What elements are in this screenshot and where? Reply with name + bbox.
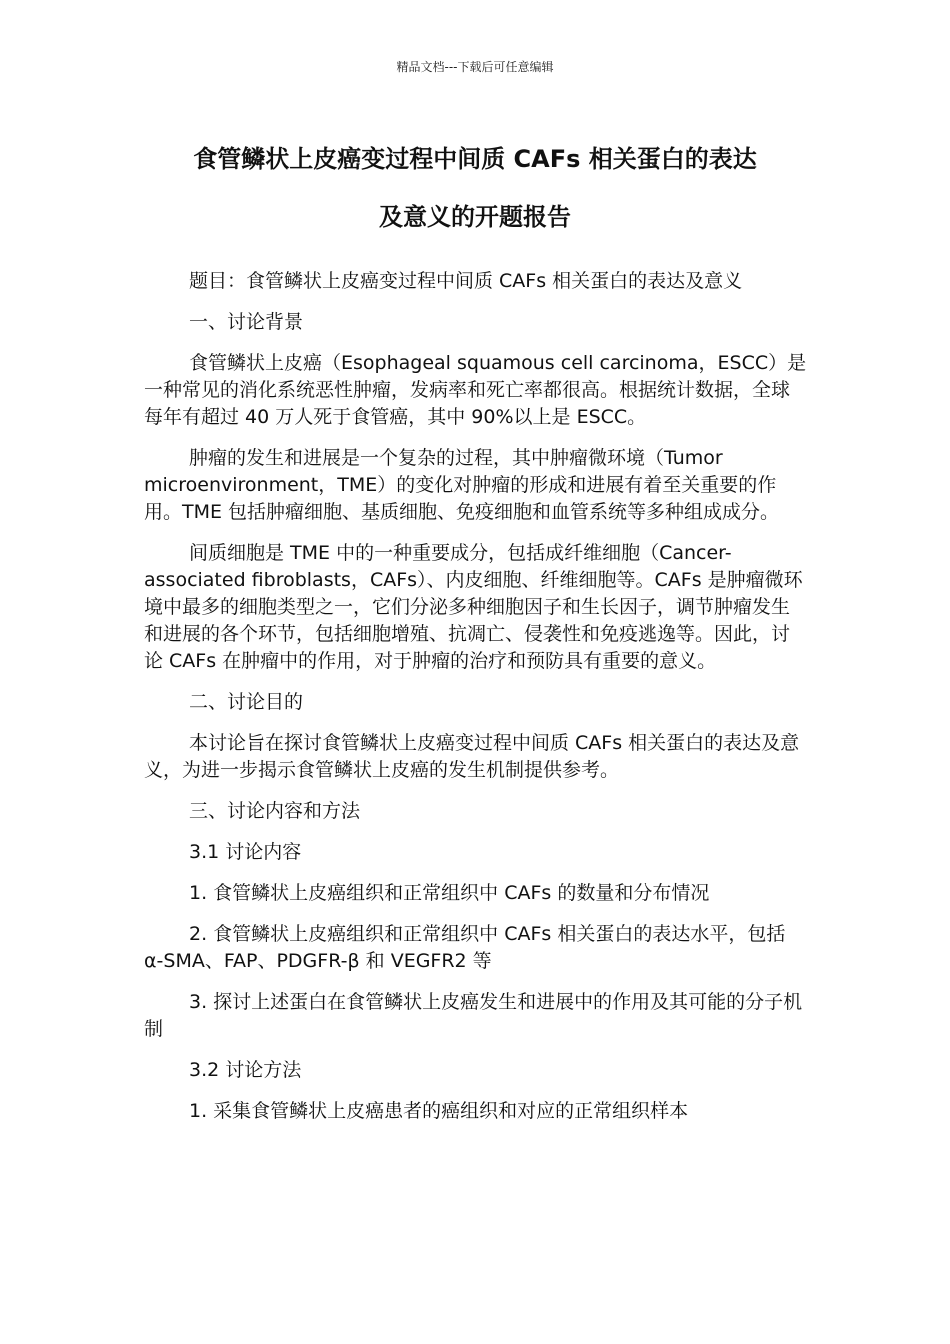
title-line-2: 及意义的开题报告 [379,203,571,231]
paragraph-escc-intro: 食管鳞状上皮癌（Esophageal squamous cell carcinoma，ESCC）是一种常见的消化系统恶性肿瘤，发病率和死亡率都很高。根据统计数据，全球每年有超过 40 万人死于食管癌，其中 90%以上是 ESCC。 [144,352,807,428]
section-heading-background: 一、讨论背景 [189,311,304,333]
paragraph-tme: 肿瘤的发生和进展是一个复杂的过程，其中肿瘤微环境（Tumor microenvironment，TME）的变化对肿瘤的形成和进展有着至关重要的作用。TME 包括肿瘤细胞、基质细胞、免疫细胞和血管系统等多种组成成分。 [144,447,780,523]
document-body [144,268,808,1139]
paragraph-purpose: 本讨论旨在探讨食管鳞状上皮癌变过程中间质 CAFs 相关蛋白的表达及意义，为进一步揭示食管鳞状上皮癌的发生机制提供参考。 [144,732,800,781]
method-item-1: 1. 采集食管鳞状上皮癌患者的癌组织和对应的正常组织样本 [189,1100,689,1122]
content-item-1: 1. 食管鳞状上皮癌组织和正常组织中 CAFs 的数量和分布情况 [189,882,710,904]
subsection-heading-content: 3.1 讨论内容 [189,841,302,863]
section-heading-content-methods: 三、讨论内容和方法 [189,800,361,822]
page-header: 精品文档---下载后可任意编辑 [396,60,554,74]
content-item-3: 3. 探讨上述蛋白在食管鳞状上皮癌发生和进展中的作用及其可能的分子机制 [144,991,803,1040]
document-title [120,130,830,246]
paragraph-cafs: 间质细胞是 TME 中的一种重要成分，包括成纤维细胞（Cancer-associated fibroblasts，CAFs）、内皮细胞、纤维细胞等。CAFs 是肿瘤微环境中最多的细胞类型之一，它们分泌多种细胞因子和生长因子，调节肿瘤发生和进展的各个环节，包括细胞增殖、抗凋亡、侵袭性和免疫逃逸等。因此，讨论 CAFs 在肿瘤中的作用，对于肿瘤的治疗和预防具有重要的意义。 [144,542,803,672]
section-heading-purpose: 二、讨论目的 [189,691,304,713]
subsection-heading-methods: 3.2 讨论方法 [189,1059,302,1081]
content-item-2: 2. 食管鳞状上皮癌组织和正常组织中 CAFs 相关蛋白的表达水平，包括 α-SMA、FAP、PDGFR-β 和 VEGFR2 等 [144,923,786,972]
title-line-1: 食管鳞状上皮癌变过程中间质 CAFs 相关蛋白的表达 [193,145,757,173]
paragraph-topic: 题目：食管鳞状上皮癌变过程中间质 CAFs 相关蛋白的表达及意义 [189,270,743,292]
